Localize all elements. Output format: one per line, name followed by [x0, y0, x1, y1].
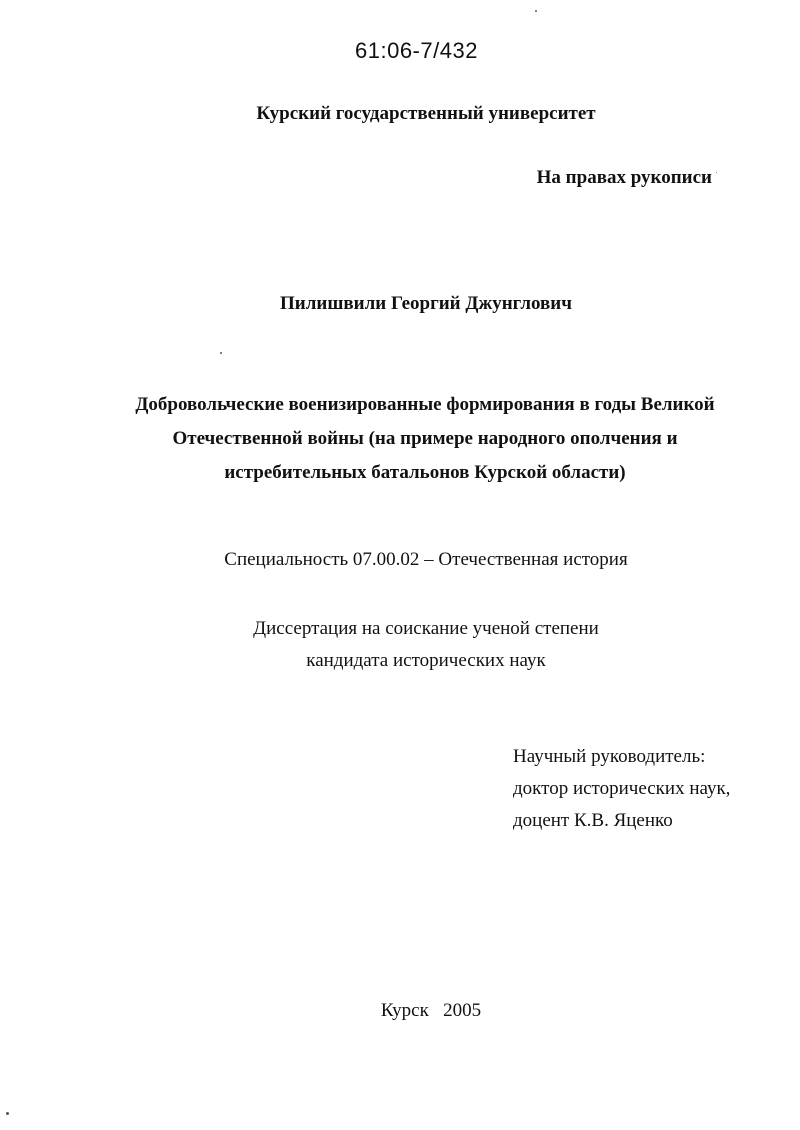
author-name: Пилишвили Георгий Джунглович: [280, 293, 572, 314]
dissertation-title: [100, 388, 750, 490]
scan-speck: [716, 172, 717, 173]
degree-line: Диссертация на соискание ученой степени: [253, 618, 599, 639]
year: 2005: [443, 1000, 482, 1021]
supervisor-line: Научный руководитель:: [513, 746, 706, 767]
degree-statement: [26, 613, 800, 677]
supervisor-block: [513, 741, 730, 837]
title-line: истребительных батальонов Курской области): [224, 462, 626, 483]
place-and-year: [31, 1000, 800, 1022]
university-name: Курский государственный университет: [256, 103, 596, 124]
city: Курск: [380, 1000, 429, 1021]
scan-speck: [535, 10, 537, 12]
title-line: Отечественной войны (на примере народного ополчения и: [172, 428, 678, 449]
supervisor-line: доцент К.В. Яценко: [513, 810, 673, 831]
supervisor-line: доктор исторических наук,: [513, 778, 731, 799]
catalog-stamp: 61:06-7/432: [355, 38, 478, 63]
scan-speck: [6, 1112, 9, 1115]
degree-line: кандидата исторических наук: [306, 650, 546, 671]
manuscript-note: На правах рукописи: [536, 167, 712, 188]
scan-speck: [220, 352, 222, 354]
specialty: Специальность 07.00.02 – Отечественная история: [224, 549, 628, 570]
title-line: Добровольческие военизированные формирования в годы Великой: [135, 394, 715, 415]
